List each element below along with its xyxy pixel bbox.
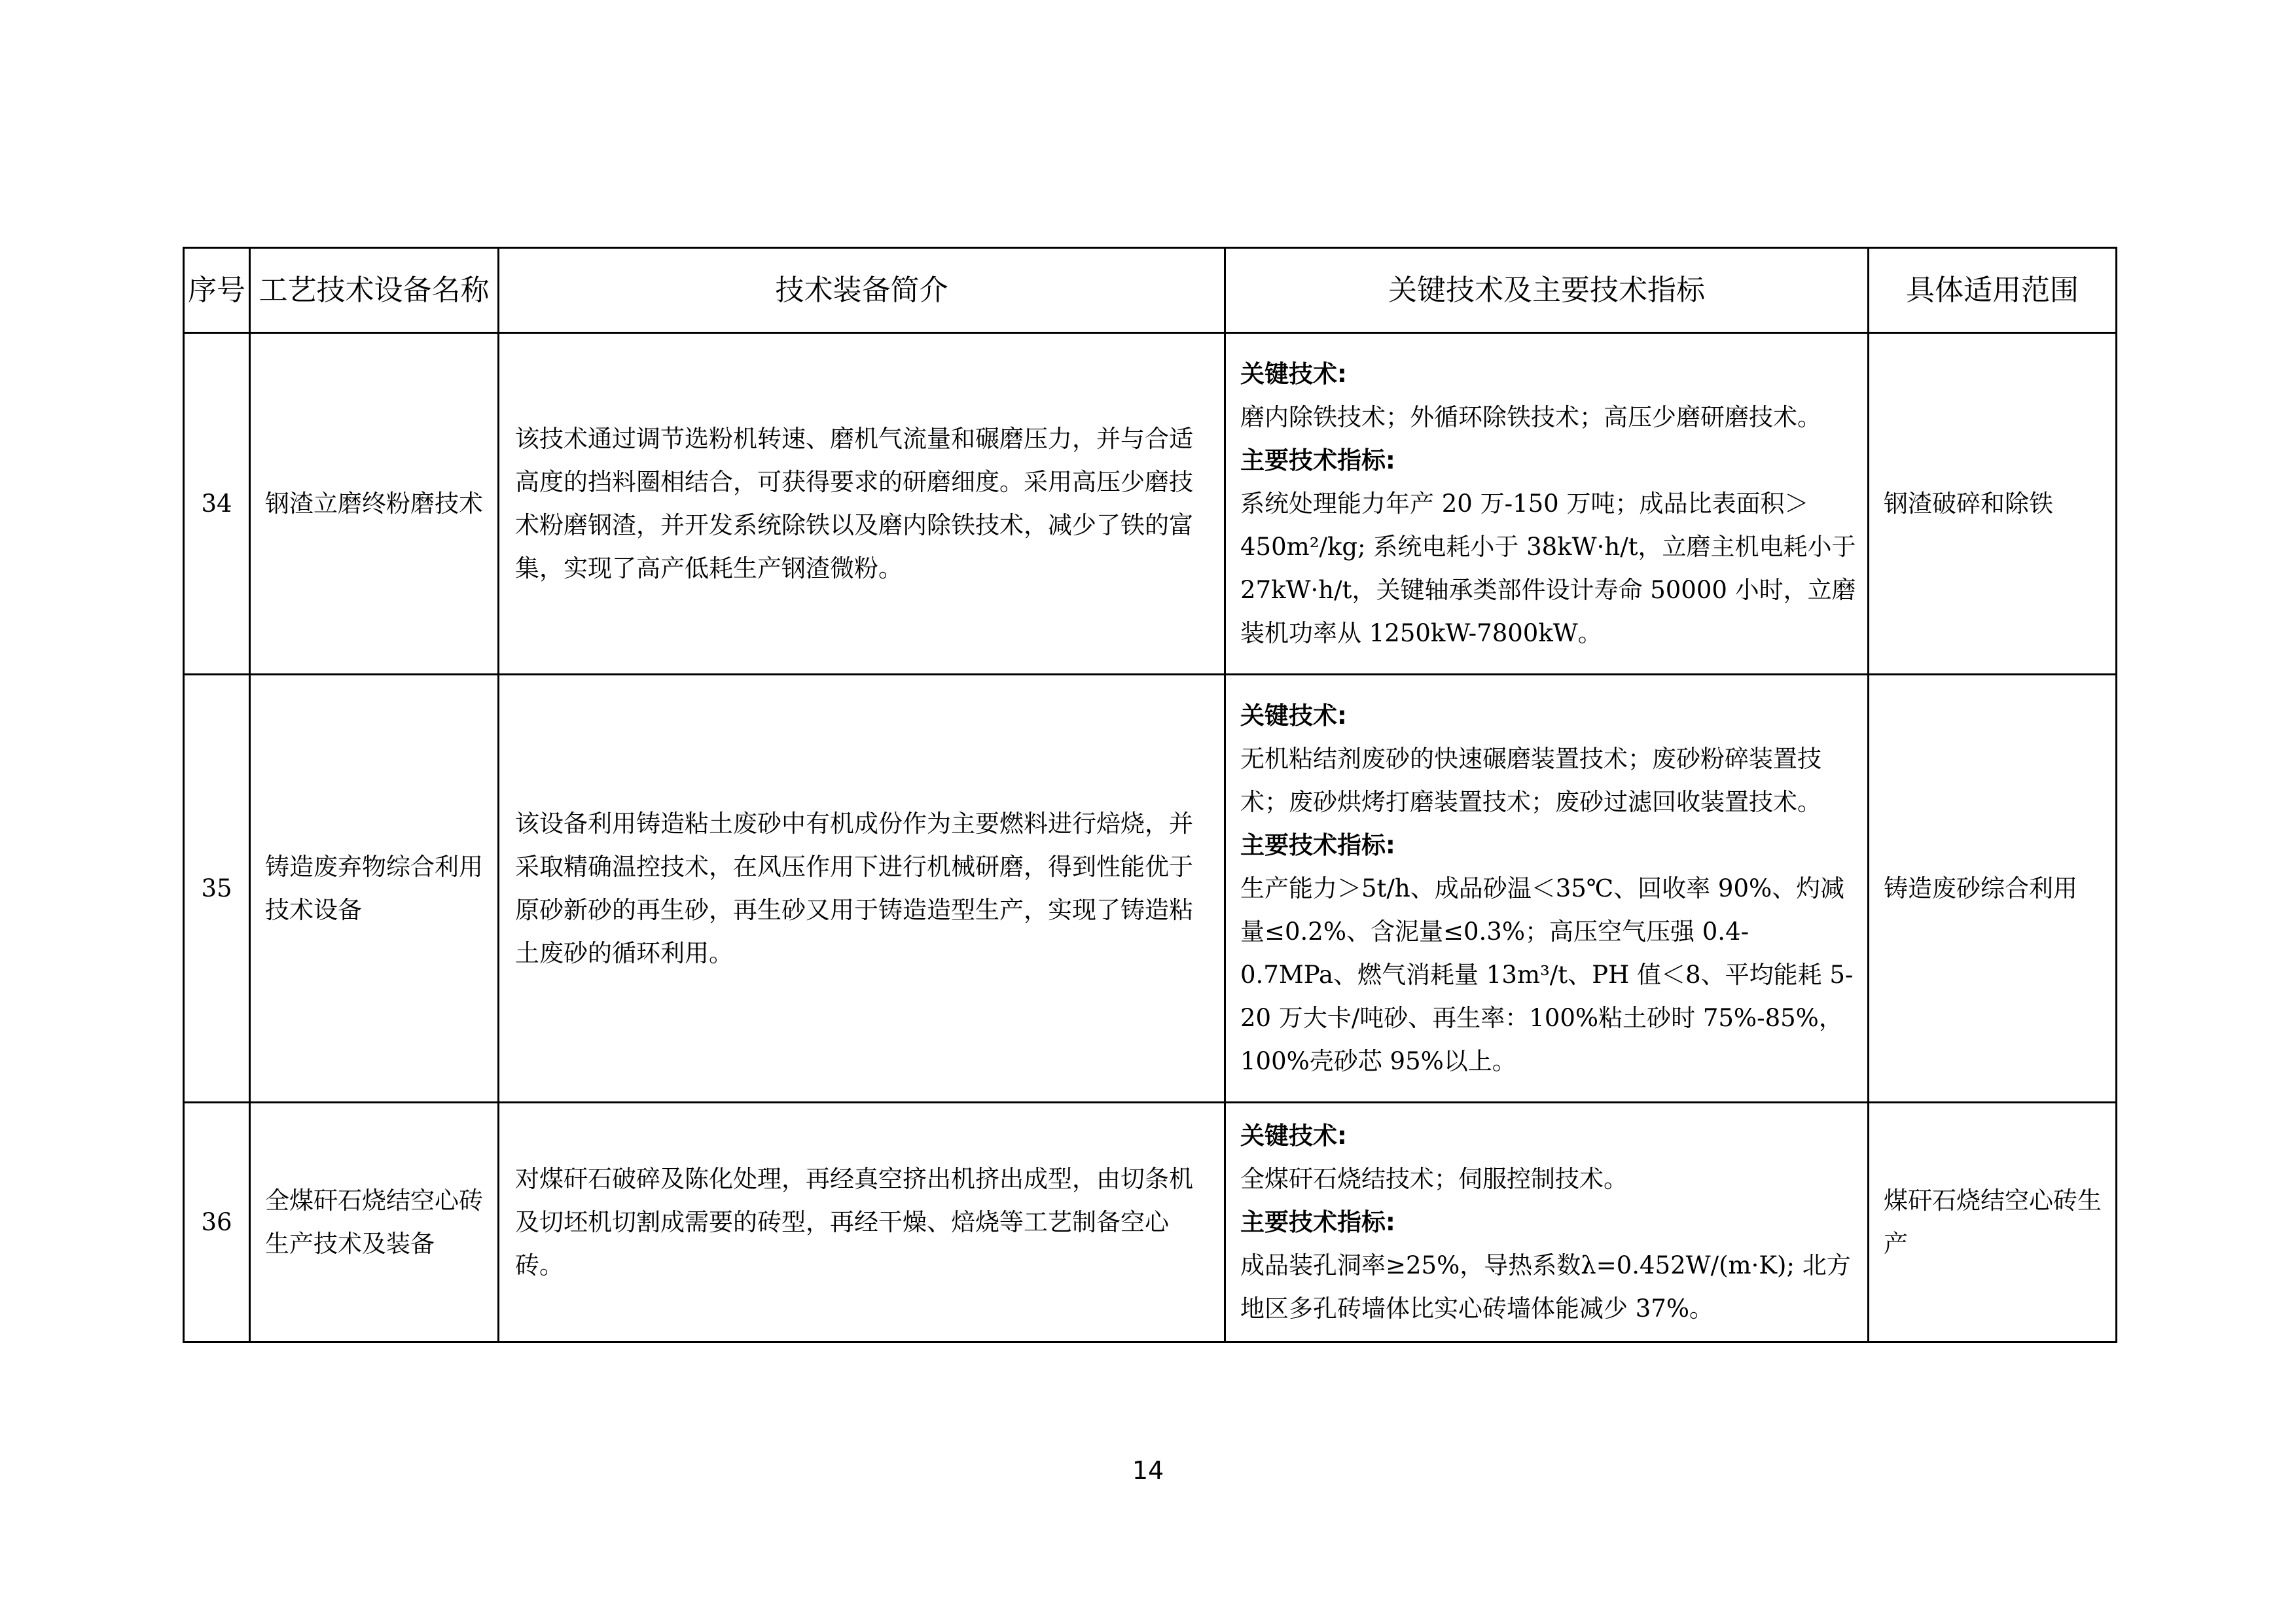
header-name: 工艺技术设备名称 xyxy=(250,248,499,333)
table-row xyxy=(184,675,2117,1103)
row-key-tech xyxy=(1225,333,1869,675)
tech-index-label: 主要技术指标: xyxy=(1240,1207,1395,1236)
table-row xyxy=(184,1103,2117,1342)
row-key-tech xyxy=(1225,675,1869,1103)
row-seq: 35 xyxy=(184,675,250,1103)
header-intro: 技术装备简介 xyxy=(499,248,1225,333)
key-tech-text: 无机粘结剂废砂的快速碾磨装置技术；废砂粉碎装置技术；废砂烘烤打磨装置技术；废砂过滤回收装置技术。 xyxy=(1240,744,1821,816)
key-tech-label: 关键技术: xyxy=(1240,1121,1347,1150)
key-tech-label: 关键技术: xyxy=(1240,359,1347,388)
row-intro: 该技术通过调节选粉机转速、磨机气流量和碾磨压力，并与合适高度的挡料圈相结合，可获得要求的研磨细度。采用高压少磨技术粉磨钢渣，并开发系统除铁以及磨内除铁技术，减少了铁的富集，实现了高产低耗生产钢渣微粉。 xyxy=(499,333,1225,675)
key-tech-text: 全煤矸石烧结技术；伺服控制技术。 xyxy=(1240,1164,1628,1193)
tech-index-label: 主要技术指标: xyxy=(1240,446,1395,474)
header-key-tech: 关键技术及主要技术指标 xyxy=(1225,248,1869,333)
table-header-row xyxy=(184,248,2117,333)
page-number: 14 xyxy=(1132,1456,1164,1485)
tech-index-text: 成品装孔洞率≥25%，导热系数λ=0.452W/(m·K); 北方地区多孔砖墙体比实心砖墙体能减少 37%。 xyxy=(1240,1251,1851,1323)
tech-index-text: 生产能力＞5t/h、成品砂温＜35℃、回收率 90%、灼减量≤0.2%、含泥量≤0.3%；高压空气压强 0.4-0.7MPa、燃气消耗量 13m³/t、PH 值＜8、平均能耗 5-20 万大卡/吨砂、再生率：100%粘土砂时 75%-85%，100%壳砂芯 95%以上。 xyxy=(1240,874,1854,1075)
header-seq: 序号 xyxy=(184,248,250,333)
row-seq: 34 xyxy=(184,333,250,675)
tech-index-text: 系统处理能力年产 20 万-150 万吨；成品比表面积＞450m²/kg; 系统电耗小于 38kW·h/t，立磨主机电耗小于 27kW·h/t，关键轴承类部件设计寿命 50000 小时，立磨装机功率从 1250kW-7800kW。 xyxy=(1240,489,1856,647)
row-seq: 36 xyxy=(184,1103,250,1342)
key-tech-label: 关键技术: xyxy=(1240,701,1347,730)
table-row xyxy=(184,333,2117,675)
row-scope: 钢渣破碎和除铁 xyxy=(1869,333,2117,675)
row-intro: 对煤矸石破碎及陈化处理，再经真空挤出机挤出成型，由切条机及切坯机切割成需要的砖型，再经干燥、焙烧等工艺制备空心砖。 xyxy=(499,1103,1225,1342)
row-name: 铸造废弃物综合利用技术设备 xyxy=(250,675,499,1103)
tech-index-label: 主要技术指标: xyxy=(1240,830,1395,859)
technology-table xyxy=(183,247,2117,1343)
row-scope: 煤矸石烧结空心砖生产 xyxy=(1869,1103,2117,1342)
row-key-tech xyxy=(1225,1103,1869,1342)
row-name: 钢渣立磨终粉磨技术 xyxy=(250,333,499,675)
row-scope: 铸造废砂综合利用 xyxy=(1869,675,2117,1103)
key-tech-text: 磨内除铁技术；外循环除铁技术；高压少磨研磨技术。 xyxy=(1240,402,1821,431)
row-name: 全煤矸石烧结空心砖生产技术及装备 xyxy=(250,1103,499,1342)
row-intro: 该设备利用铸造粘土废砂中有机成份作为主要燃料进行焙烧，并采取精确温控技术，在风压作用下进行机械研磨，得到性能优于原砂新砂的再生砂，再生砂又用于铸造造型生产，实现了铸造粘土废砂的循环利用。 xyxy=(499,675,1225,1103)
header-scope: 具体适用范围 xyxy=(1869,248,2117,333)
